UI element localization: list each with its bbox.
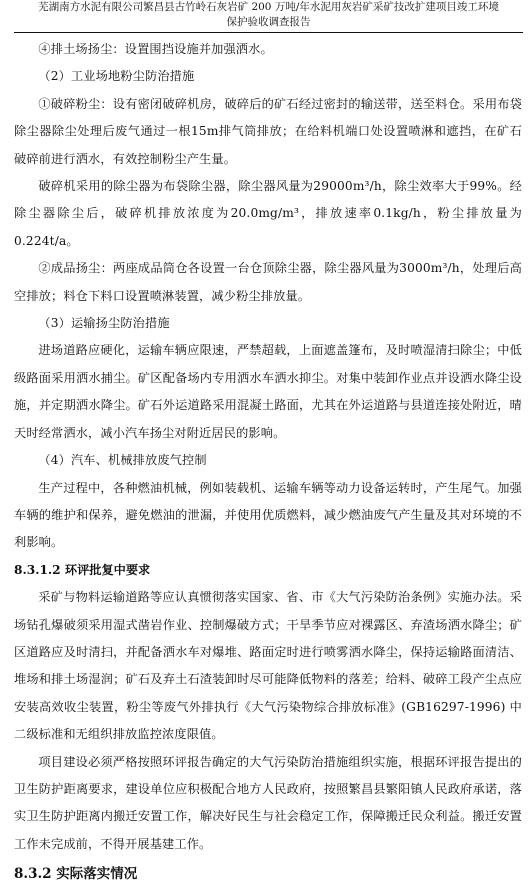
paragraph-relocation-requirements: 项目建设必须严格按照环评报告确定的大气污染防治措施组织实施，根据环评报告提出的卫生防护距离要求，建设单位应积极配合地方人民政府，按照繁昌县繁阳镇人民政府承诺，落实卫生防护距离内搬迁安置工作，解决好民生与社会稳定工作，保障搬迁民众利益。搬迁安置工作未完成前，不得开展基建工作。 [14, 754, 522, 851]
header-title-line2: 保护验收调查报告 [226, 16, 311, 28]
document-body [14, 36, 522, 888]
subheading-transport-dust: （3）运输扬尘防治措施 [38, 316, 170, 331]
subheading-vehicle-exhaust: （4）汽车、机械排放废气控制 [38, 453, 207, 468]
page-header [14, 0, 523, 33]
subheading-industrial-dust: （2）工业场地粉尘防治措施 [38, 69, 195, 84]
header-title-line1: 芜湖南方水泥有限公司繁昌县古竹岭石灰岩矿 200 万吨/年水泥用灰岩矿采矿技改扩建项目竣工环境 [38, 1, 499, 13]
paragraph-approval-requirements: 采矿与物料运输道路等应认真惯彻落实国家、省、市《大气污染防治条例》实施办法。采场钻孔爆破须采用湿式凿岩作业、控制爆破方式；干旱季节应对裸露区、弃渣场洒水降尘；矿区道路应及时清扫，并配备洒水车对爆堆、路面定时进行喷雾洒水降尘，保持运输路面清洁、堆场和排土场湿润；矿石及弃土石渣装卸时尽可能降低物料的落差；给料、破碎工段产尘点应安装高效收尘装置，粉尘等废气外排执行《大气污染物综合排放标准》(GB16297-1996) 中二级标准和无组织排放监控浓度限值。 [14, 590, 522, 742]
paragraph-dump-dust: ④排土场扬尘：设置围挡设施并加强洒水。 [38, 42, 273, 56]
paragraph-crushing-dust: ①破碎粉尘：设有密闭破碎机房，破碎后的矿石经过密封的输送带，送至料仓。采用布袋除尘器除尘处理后废气通过一根15m排气筒排放；在给料机端口处设置喷淋和遮挡，在矿石破碎前进行洒水，有效控制粉尘产生量。 [14, 96, 522, 166]
section-heading-8-3-1-2: 8.3.1.2 环评批复中要求 [14, 562, 151, 577]
section-heading-8-3-2: 8.3.2 实际落实情况 [14, 866, 138, 883]
paragraph-transport-dust: 进场道路应硬化，运输车辆应限速，严禁超载，上面遮盖篷布，及时喷湿清扫除尘；中低级路面采用洒水捕尘。矿区配备场内专用洒水车洒水抑尘。对集中装卸作业点并设洒水降尘设施，并定期洒水降尘。矿石外运道路采用混凝土路面，尤其在外运道路与县道连接处附近，晴天时经常洒水，减小汽车扬尘对附近居民的影响。 [14, 343, 522, 440]
paragraph-product-dust: ②成品扬尘：两座成品筒仓各设置一台仓顶除尘器，除尘器风量为3000m³/h，处理后高空排放；料仓下料口设置喷淋装置，减少粉尘排放量。 [14, 261, 522, 303]
paragraph-vehicle-exhaust: 生产过程中，各种燃油机械，例如装载机、运输车辆等动力设备运转时，产生尾气。加强车辆的维护和保养，避免燃油的泄漏，并使用优质燃料，减少燃油废气产生量及其对环境的不利影响。 [14, 480, 522, 550]
paragraph-crusher-collector: 破碎机采用的除尘器为布袋除尘器，除尘器风量为29000m³/h，除尘效率大于99%。经除尘器除尘后，破碎机排放浓度为20.0mg/m³，排放速率0.1kg/h，粉尘排放量为0.224t/a。 [14, 179, 522, 248]
